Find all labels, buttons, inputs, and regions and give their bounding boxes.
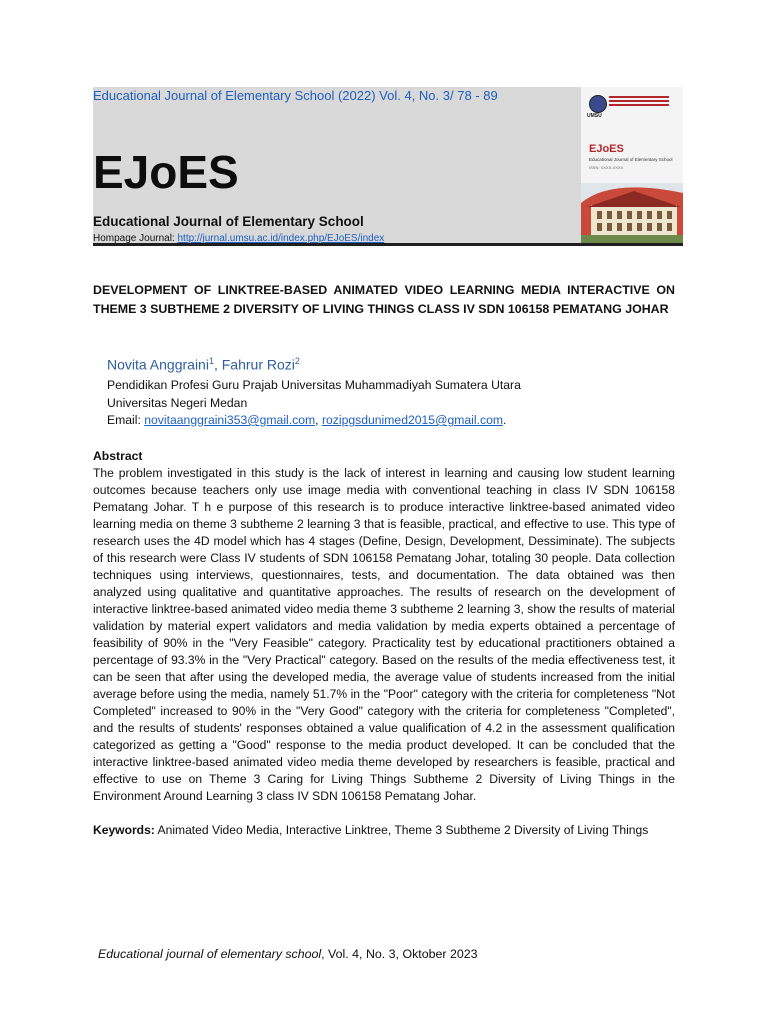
university-emblem-icon: [589, 95, 607, 113]
footer-issue: , Vol. 4, No. 3, Oktober 2023: [321, 947, 478, 961]
abstract-body: The problem investigated in this study is the lack of interest in learning and causing low student learning outcomes because teachers only use image media with conventional teaching in class IV SDN 106158 Pematang Johar. T h e purpose of this research is to produce interactive linktree-based animated video learning media on theme 3 subtheme 2 learning 3 that is feasible, practical, and effective to use. This type of research uses the 4D model which has 4 stages (Define, Design, Development, Dessiminate). The subjects of this research were Class IV students of SDN 106158 Pematang Johar, totaling 30 people. Data collection techniques using interviews, questionnaires, tests, and documentation. The data obtained was then analyzed using qualitative and quantitative approaches. The results of research on the development of interactive linktree-based animated video media theme 3 subtheme 2 learning 3, show the results of material validation by material expert validators and media validation by media experts obtained a percentage of feasibility of 90% in the "Very Feasible" category. Practicality test by educational practitioners obtained a percentage of 93.3% in the "Very Practical" category. Based on the results of the media effectiveness test, it can be seen that after using the developed media, the average value of students increased from the initial average before using the media, namely 51.7% in the "Poor" category with the criteria for completeness "Not Completed" increased to 90% in the "Very Good" category with the criteria for completeness "Completed", and the results of students' responses obtained a value qualification of 4.2 in the assessment qualification categorized as getting a "Good" response to the media product developed. It can be concluded that the interactive linktree-based animated video media theme developed by researchers is feasible, practical and effective to use on Theme 3 Caring for Living Things Subtheme 2 Diversity of Living Things in the Environment Around Learning 3 class IV SDN 106158 Pematang Johar.: [93, 466, 675, 803]
cover-subtitle: Educational Journal of Elementary School: [589, 157, 673, 162]
affiliation-2: Universitas Negeri Medan: [107, 396, 248, 410]
author-affiliation-mark: 1: [208, 356, 214, 366]
homepage-link[interactable]: http://jurnal.umsu.ac.id/index.php/EJoES/index: [177, 233, 385, 244]
journal-logo-text: EJoES: [93, 146, 239, 198]
page-footer: [98, 947, 478, 961]
email-label: Email:: [107, 413, 145, 427]
email-link-1[interactable]: novitaanggraini353@gmail.com: [144, 413, 316, 427]
homepage-line: [93, 233, 384, 244]
journal-header: [93, 87, 683, 246]
homepage-label: Hompage Journal:: [93, 233, 178, 244]
keywords-line: [93, 822, 683, 839]
building-photo-icon: [581, 183, 683, 243]
cover-university: UMSU: [587, 113, 602, 119]
paper-title: DEVELOPMENT OF LINKTREE-BASED ANIMATED VIDEO LEARNING MEDIA INTERACTIVE ON THEME 3 SUBTHEME 2 DIVERSITY OF LIVING THINGS CLASS IV SDN 106158 PEMATANG JOHAR: [93, 283, 675, 316]
author-affiliation-mark: 2: [294, 356, 300, 366]
authors-line: [107, 356, 300, 373]
author-name: Fahrur Rozi: [221, 356, 295, 373]
cover-edition: ISSN: XXXX-XXXX: [589, 165, 624, 170]
author-separator: ,: [213, 356, 222, 373]
keywords-label: Keywords:: [93, 823, 155, 837]
author-name: Novita Anggraini: [107, 356, 209, 373]
footer-journal: Educational journal of elementary school: [98, 947, 322, 961]
email-link-2[interactable]: rozipgsdunimed2015@gmail.com: [321, 413, 503, 427]
affiliation-1: Pendidikan Profesi Guru Prajab Universitas Muhammadiyah Sumatera Utara: [107, 378, 521, 392]
journal-cover-image: [581, 87, 683, 243]
email-line: [107, 413, 506, 427]
abstract-heading: Abstract: [93, 449, 143, 463]
cover-title: EJoES: [589, 143, 624, 155]
citation-line: Educational Journal of Elementary School (2022) Vol. 4, No. 3/ 78 - 89: [93, 88, 498, 103]
email-separator: ,: [315, 413, 322, 427]
email-end: .: [503, 413, 507, 427]
keywords-text: Animated Video Media, Interactive Linktree, Theme 3 Subtheme 2 Diversity of Living Things: [154, 823, 649, 837]
cover-header-lines: [609, 96, 669, 110]
journal-name: Educational Journal of Elementary School: [93, 214, 364, 229]
